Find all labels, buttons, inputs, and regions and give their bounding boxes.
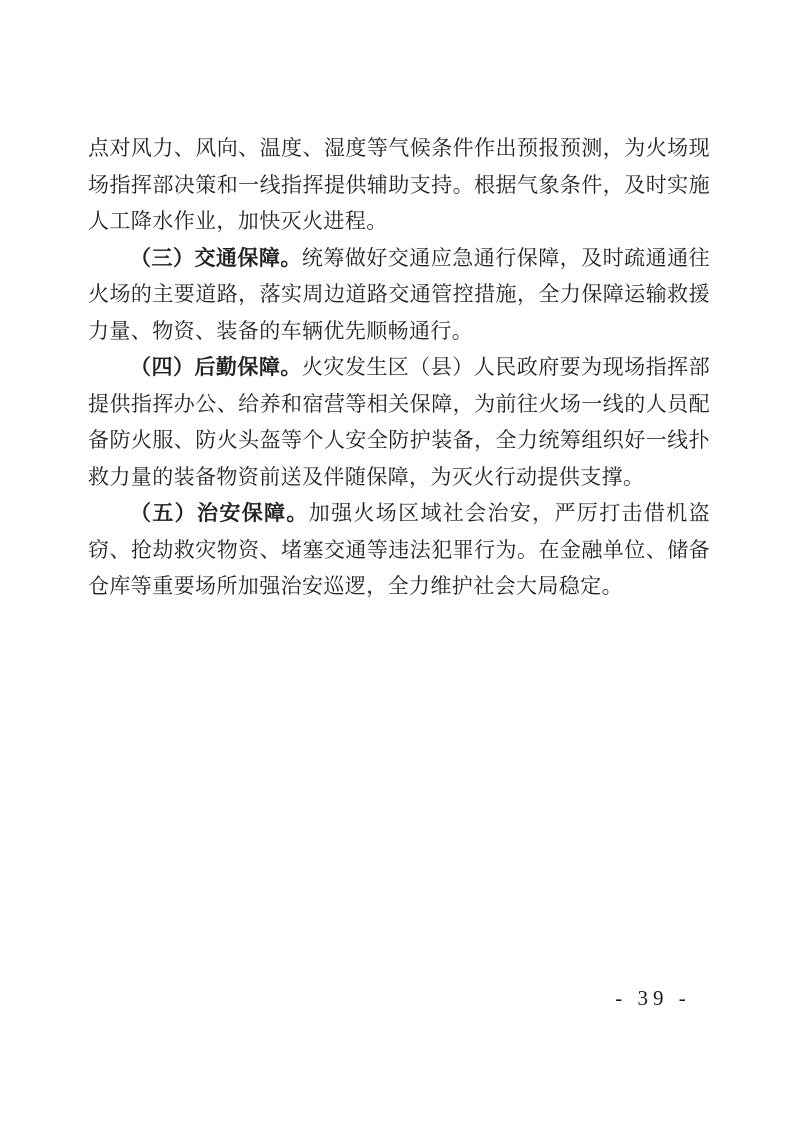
paragraph-security-support [88,495,710,605]
paragraph-heading: （三）交通保障。 [130,245,302,270]
paragraph-text: 点对风力、风向、温度、湿度等气候条件作出预报预测，为火场现场指挥部决策和一线指挥提供辅助支持。根据气象条件，及时实施人工降水作业，加快灭火进程。 [88,136,710,233]
paragraph-text: 统筹做好交通应急通行保障，及时疏通通往火场的主要道路，落实周边道路交通管控措施，全力保障运输救援力量、物资、装备的车辆优先顺畅通行。 [88,245,710,343]
paragraph-traffic-support [88,240,710,350]
paragraph-text: 加强火场区域社会治安，严厉打击借机盗窃、抢劫救灾物资、堵塞交通等违法犯罪行为。在金融单位、储备仓库等重要场所加强治安巡逻，全力维护社会大局稳定。 [88,501,710,598]
paragraph-heading: （四）后勤保障。 [130,355,302,379]
paragraph-text: 火灾发生区（县）人民政府要为现场指挥部提供指挥办公、给养和宿营等相关保障，为前往火场一线的人员配备防火服、防火头盔等个人安全防护装备，全力统筹组织好一线扑救力量的装备物资前送及伴随保障，为灭火行动提供支撑。 [88,355,710,489]
document-body [88,130,710,605]
paragraph-continuation [88,130,710,240]
paragraph-logistics-support [88,349,710,495]
page-number: - 39 - [615,986,691,1010]
paragraph-heading: （五）治安保障。 [130,501,309,525]
